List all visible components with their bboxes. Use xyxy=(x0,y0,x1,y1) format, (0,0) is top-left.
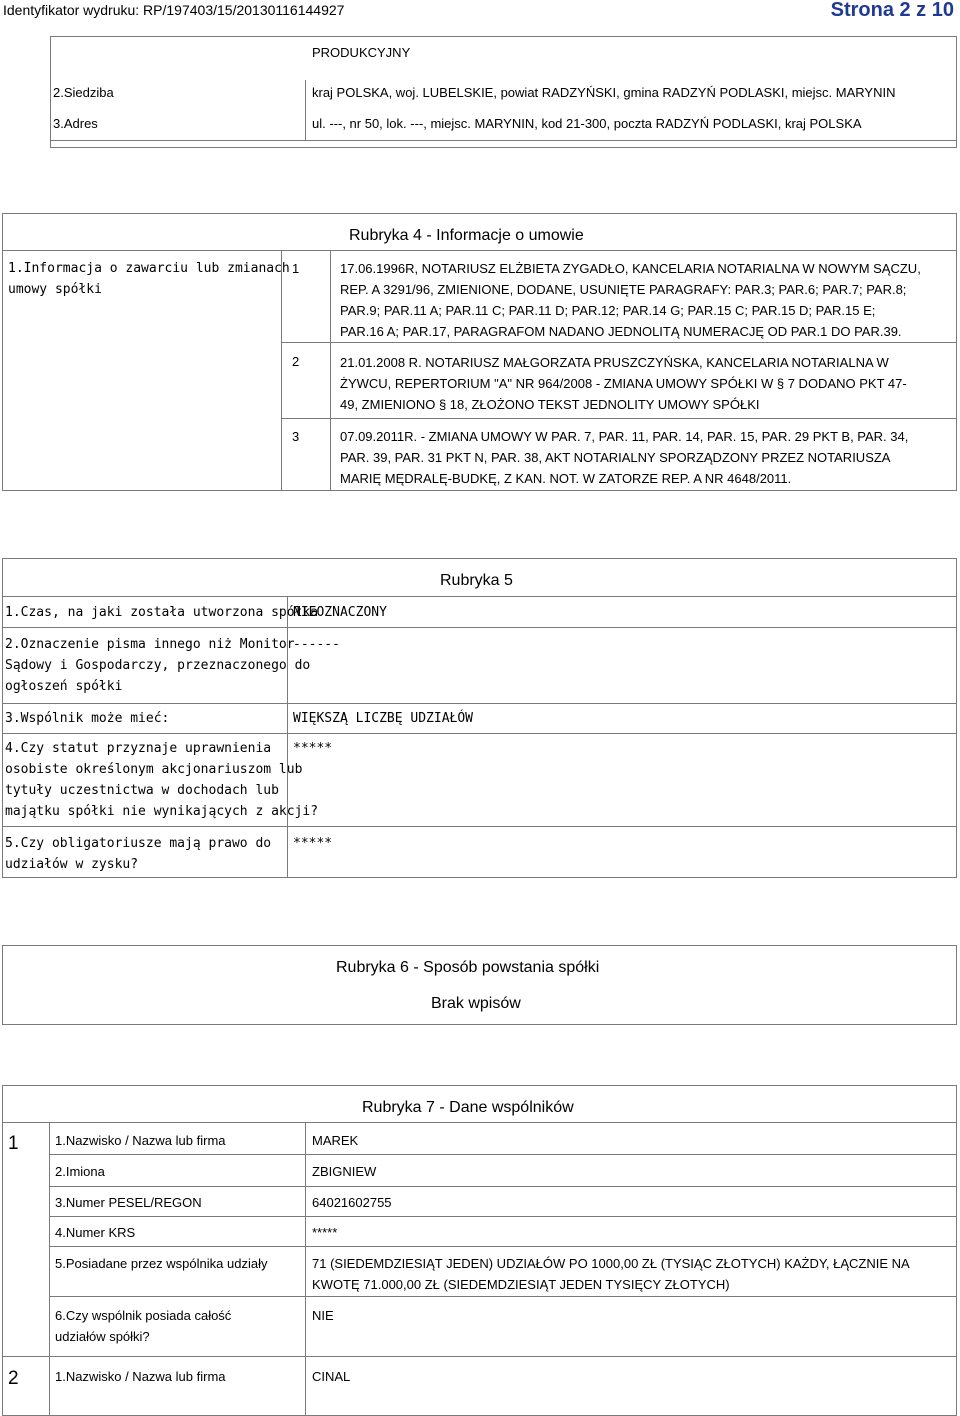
top-divider xyxy=(305,80,306,140)
rubryka7-title: Rubryka 7 - Dane wspólników xyxy=(362,1099,574,1116)
rubryka5-label: 5.Czy obligatoriusze mają prawo do udziałów w zysku? xyxy=(5,836,272,872)
rubryka7-divider xyxy=(305,1122,306,1416)
adres-value: ul. ---, nr 50, lok. ---, miejsc. MARYNIN, kod 21-300, poczta RADZYŃ PODLASKI, kraj POLSKA xyxy=(312,116,862,131)
top-divider xyxy=(50,140,957,141)
rubryka7-row-divider xyxy=(49,1296,957,1297)
entry-text: 21.01.2008 R. NOTARIUSZ MAŁGORZATA PRUSZCZYŃSKA, KANCELARIA NOTARIALNA W ŻYWCU, REPERTORIUM "A" NR 964/2008 - ZMIANA UMOWY SPÓŁKI W § 7 DODANO PKT 47- 49, ZMIENIONO § 18, ZŁOŻONO TEKST JEDNOLITY UMOWY SPÓŁKI xyxy=(340,355,907,412)
rubryka7-row-divider xyxy=(49,1154,957,1155)
partner-label: 5.Posiadane przez wspólnika udziały xyxy=(55,1256,268,1271)
rubryka5-label: 3.Wspólnik może mieć: xyxy=(5,711,170,726)
partner-number: 1 xyxy=(8,1133,19,1154)
rubryka5-row-divider xyxy=(2,733,957,734)
rubryka7-row-divider xyxy=(49,1186,957,1187)
rubryka6-empty-text: Brak wpisów xyxy=(431,995,521,1012)
continuation-text: PRODUKCYJNY xyxy=(312,45,411,60)
print-header xyxy=(0,0,960,22)
entry-number: 2 xyxy=(292,354,300,369)
adres-label: 3.Adres xyxy=(53,116,98,131)
rubryka5-label: 2.Oznaczenie pisma innego niż Monitor Sądowy i Gospodarczy, przeznaczonego do ogłoszeń spółki xyxy=(5,637,311,694)
siedziba-value: kraj POLSKA, woj. LUBELSKIE, powiat RADZYŃSKI, gmina RADZYŃ PODLASKI, miejsc. MARYNIN xyxy=(312,85,896,100)
rubryka6-title: Rubryka 6 - Sposób powstania spółki xyxy=(336,959,600,976)
rubryka5-label: 4.Czy statut przyznaje uprawnienia osobiste określonym akcjonariuszom lub tytuły uczestnictwa w dochodach lub majątku spółki nie wynikających z akcji? xyxy=(5,741,319,819)
rubryka5-value: NIEOZNACZONY xyxy=(293,605,387,620)
rubryka5-value: WIĘKSZĄ LICZBĘ UDZIAŁÓW xyxy=(293,711,474,726)
rubryka5-divider xyxy=(2,596,957,597)
partner-label: 2.Imiona xyxy=(55,1164,105,1179)
rubryka5-value: ***** xyxy=(293,836,333,851)
rubryka7-row-divider xyxy=(49,1246,957,1247)
partner-value: ***** xyxy=(312,1225,338,1240)
partner-label: 3.Numer PESEL/REGON xyxy=(55,1195,202,1210)
partner-label: 1.Nazwisko / Nazwa lub firma xyxy=(55,1133,226,1148)
siedziba-label: 2.Siedziba xyxy=(53,85,114,100)
rubryka4-label: 1.Informacja o zawarciu lub zmianach umowy spółki xyxy=(8,261,290,297)
partner-value: 64021602755 xyxy=(312,1195,392,1210)
partner-number: 2 xyxy=(8,1368,19,1389)
entry-divider xyxy=(281,418,957,419)
partner-value: ZBIGNIEW xyxy=(312,1164,377,1179)
rubryka5-value: ***** xyxy=(293,741,333,756)
rubryka5-value: ------ xyxy=(293,637,340,652)
rubryka4-divider xyxy=(330,250,331,491)
partner-label: 4.Numer KRS xyxy=(55,1225,136,1240)
page-number: Strona 2 z 10 xyxy=(830,0,954,21)
print-identifier: Identyfikator wydruku: RP/197403/15/20130116144927 xyxy=(3,2,345,18)
entry-number: 3 xyxy=(292,429,300,444)
rubryka5-row-divider xyxy=(2,703,957,704)
rubryka5-row-divider xyxy=(2,826,957,827)
partner-label: 1.Nazwisko / Nazwa lub firma xyxy=(55,1369,226,1384)
rubryka5-row-divider xyxy=(2,627,957,628)
rubryka6-section xyxy=(2,945,957,1025)
entry-divider xyxy=(281,342,957,343)
rubryka7-divider xyxy=(2,1122,957,1123)
entry-text: 07.09.2011R. - ZMIANA UMOWY W PAR. 7, PAR. 11, PAR. 14, PAR. 15, PAR. 29 PKT B, PAR. 34, PAR. 39, PAR. 31 PKT N, PAR. 38, AKT NOTARIALNY SPORZĄDZONY PRZEZ NOTARIUSZA MARIĘ MĘDRALĘ-BUDKĘ, Z KAN. NOT. W ZATORZE REP. A NR 4648/2011. xyxy=(340,429,909,486)
rubryka4-divider xyxy=(2,250,957,251)
partner-value: 71 (SIEDEMDZIESIĄT JEDEN) UDZIAŁÓW PO 1000,00 ZŁ (TYSIĄC ZŁOTYCH) KAŻDY, ŁĄCZNIE NA KWOTĘ 71.000,00 ZŁ (SIEDEMDZIESIĄT JEDEN TYSIĘCY ZŁOTYCH) xyxy=(312,1256,910,1292)
partner-divider xyxy=(2,1356,957,1357)
partner-value: MAREK xyxy=(312,1133,359,1148)
partner-value: NIE xyxy=(312,1308,334,1323)
partner-label: 6.Czy wspólnik posiada całość udziałów spółki? xyxy=(55,1308,232,1344)
entry-number: 1 xyxy=(292,261,300,276)
partner-value: CINAL xyxy=(312,1369,351,1384)
rubryka7-row-divider xyxy=(49,1216,957,1217)
rubryka5-title: Rubryka 5 xyxy=(440,572,513,589)
rubryka5-label: 1.Czas, na jaki została utworzona spółka xyxy=(5,605,319,620)
rubryka7-divider xyxy=(49,1122,50,1416)
rubryka4-title: Rubryka 4 - Informacje o umowie xyxy=(349,227,584,244)
entry-text: 17.06.1996R, NOTARIUSZ ELŻBIETA ZYGADŁO, KANCELARIA NOTARIALNA W NOWYM SĄCZU, REP. A 3291/96, ZMIENIONE, DODANE, USUNIĘTE PARAGRAFY: PAR.3; PAR.6; PAR.7; PAR.8; PAR.9; PAR.11 A; PAR.11 C; PAR.11 D; PAR.12; PAR.14 G; PAR.15 C; PAR.15 D; PAR.15 E; PAR.16 A; PAR.17, PARAGRAFOM NADANO JEDNOLITĄ NUMERACJĘ OD PAR.1 DO PAR.39. xyxy=(340,261,921,339)
